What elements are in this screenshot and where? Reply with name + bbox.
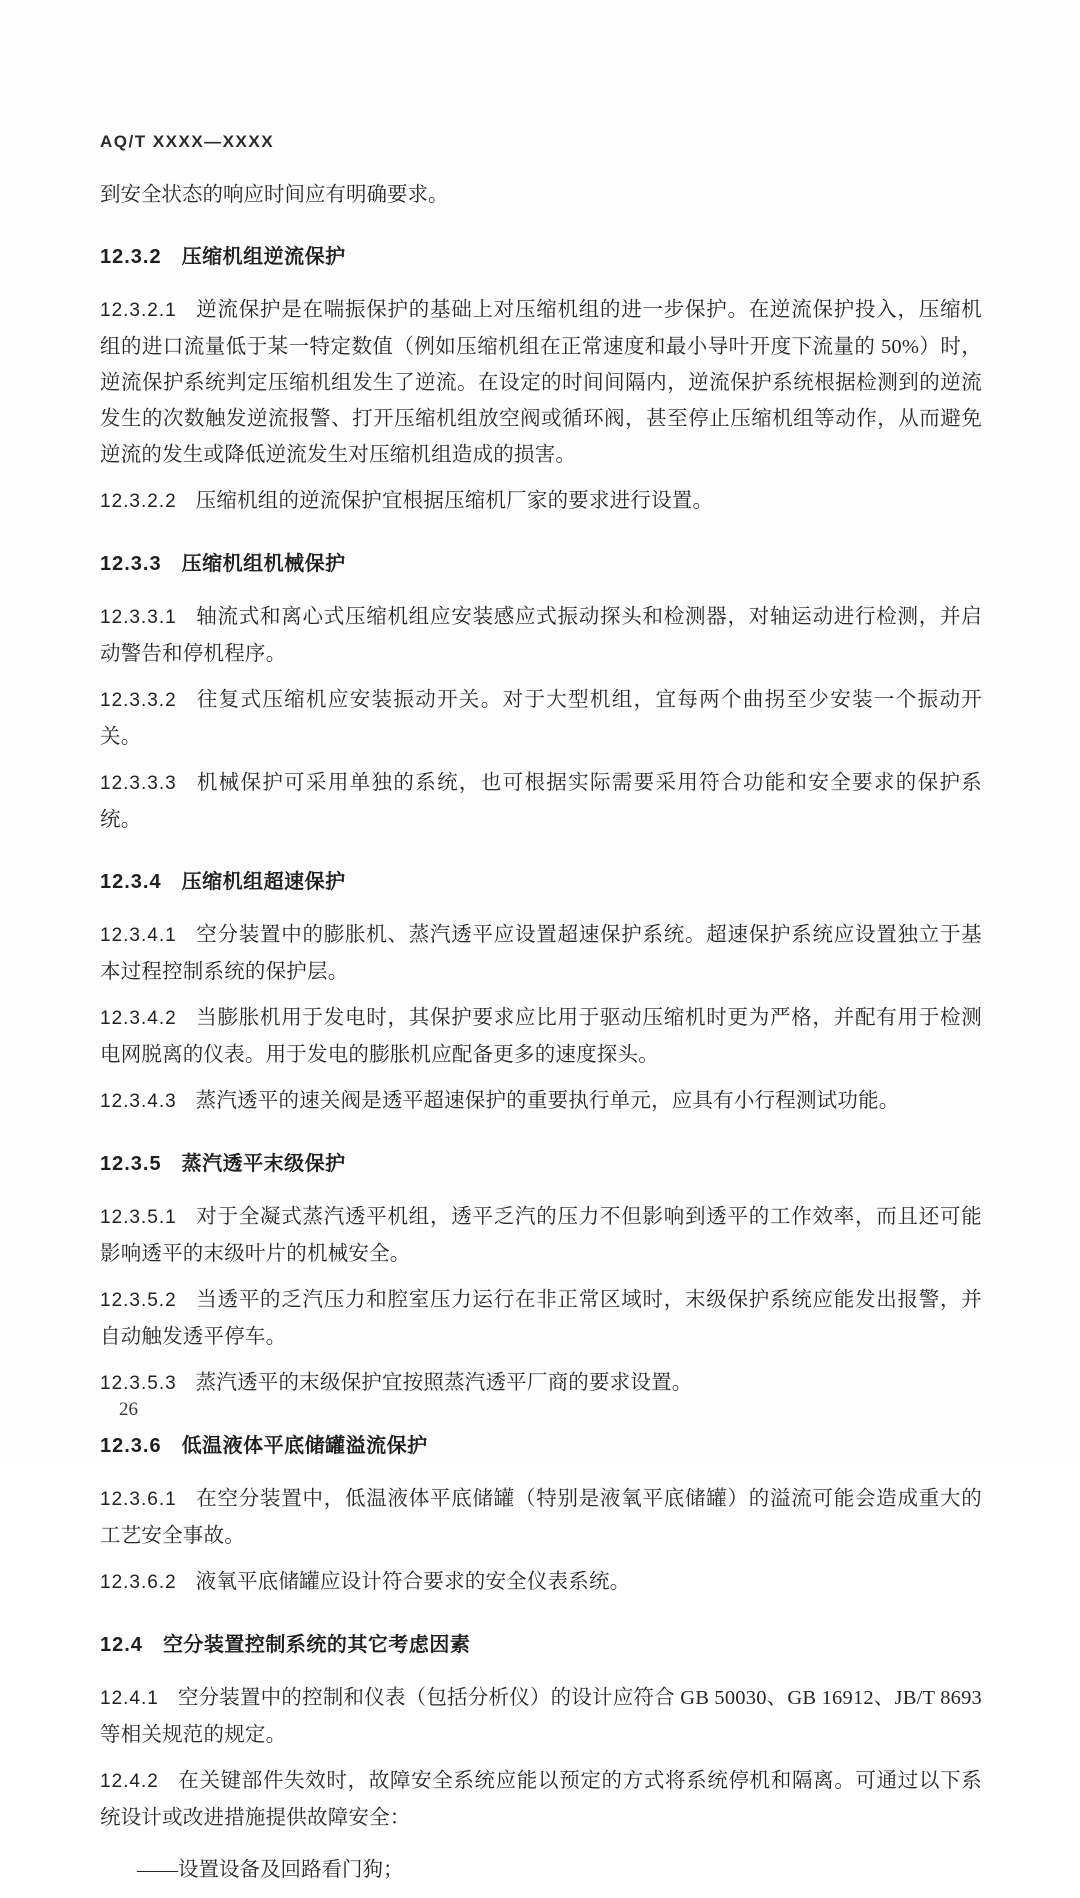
clause-number: 12.3.6.2 bbox=[100, 1572, 177, 1593]
clause-text: ——设置设备及回路看门狗； bbox=[137, 1859, 404, 1881]
clause-number: 12.3.6 bbox=[100, 1435, 162, 1457]
clause-text: 压缩机组的逆流保护宜根据压缩机厂家的要求进行设置。 bbox=[195, 490, 714, 512]
clause-text: 对于全凝式蒸汽透平机组，透平乏汽的压力不但影响到透平的工作效率，而且还可能影响透平的末级叶片的机械安全。 bbox=[100, 1206, 982, 1265]
clause-text: 机械保护可采用单独的系统，也可根据实际需要采用符合功能和安全要求的保护系统。 bbox=[100, 772, 982, 831]
clause-number: 12.3.5.2 bbox=[100, 1290, 177, 1311]
page-content bbox=[100, 132, 982, 1898]
clause-text: 往复式压缩机应安装振动开关。对于大型机组，宜每两个曲拐至少安装一个振动开关。 bbox=[100, 689, 982, 748]
clause-paragraph bbox=[100, 599, 982, 672]
clause-text: 当膨胀机用于发电时，其保护要求应比用于驱动压缩机时更为严格，并配有用于检测电网脱离的仪表。用于发电的膨胀机应配备更多的速度探头。 bbox=[100, 1007, 982, 1066]
clause-text: 压缩机组逆流保护 bbox=[181, 246, 346, 268]
clause-paragraph bbox=[100, 682, 982, 755]
clause-text: 低温液体平底储罐溢流保护 bbox=[181, 1435, 428, 1457]
clause-number: 12.3.3 bbox=[100, 553, 162, 575]
section-heading bbox=[100, 1147, 982, 1176]
clause-text: 压缩机组超速保护 bbox=[181, 871, 346, 893]
clause-number: 12.3.3.2 bbox=[100, 690, 177, 711]
clause-number: 12.3.3.3 bbox=[100, 773, 177, 794]
clause-number: 12.3.4.2 bbox=[100, 1008, 177, 1029]
intro-paragraph: 到安全状态的响应时间应有明确要求。 bbox=[100, 184, 449, 206]
clause-paragraph bbox=[100, 292, 982, 473]
clause-text: 蒸汽透平的末级保护宜按照蒸汽透平厂商的要求设置。 bbox=[195, 1372, 693, 1394]
clause-paragraph bbox=[100, 1365, 982, 1402]
clause-text: 空分装置中的控制和仪表（包括分析仪）的设计应符合 GB 50030、GB 16912、JB/T 8693 等相关规范的规定。 bbox=[100, 1687, 982, 1746]
clause-text: 空分装置控制系统的其它考虑因素 bbox=[162, 1634, 471, 1656]
clause-paragraph bbox=[100, 1282, 982, 1355]
clause-paragraph bbox=[100, 1481, 982, 1554]
clause-paragraph bbox=[100, 1199, 982, 1272]
section-heading bbox=[100, 547, 982, 576]
clause-number: 12.3.5 bbox=[100, 1153, 162, 1175]
clause-text: 逆流保护是在喘振保护的基础上对压缩机组的进一步保护。在逆流保护投入，压缩机组的进口流量低于某一特定数值（例如压缩机组在正常速度和最小导叶开度下流量的 50%）时，逆流保护系统判定压缩机组发生了逆流。在设定的时间间隔内，逆流保护系统根据检测到的逆流发生的次数触发逆流报警、打开压缩机组放空阀或循环阀，甚至停止压缩机组等动作，从而避免逆流的发生或降低逆流发生对压缩机组造成的损害。 bbox=[100, 299, 982, 466]
clause-text: 在空分装置中，低温液体平底储罐（特别是液氧平底储罐）的溢流可能会造成重大的工艺安全事故。 bbox=[100, 1488, 982, 1547]
clause-paragraph bbox=[100, 1083, 982, 1120]
clause-number: 12.3.2.1 bbox=[100, 300, 177, 321]
clause-number: 12.3.4.1 bbox=[100, 925, 177, 946]
clause-number: 12.3.3.1 bbox=[100, 607, 177, 628]
clause-paragraph bbox=[100, 917, 982, 990]
section-heading bbox=[100, 1628, 982, 1657]
doc-body bbox=[100, 240, 982, 1888]
section-heading bbox=[100, 1429, 982, 1458]
doc-header-code: AQ/T XXXX—XXXX bbox=[100, 132, 275, 151]
clause-text: 蒸汽透平末级保护 bbox=[181, 1153, 346, 1175]
clause-text: 压缩机组机械保护 bbox=[181, 553, 346, 575]
clause-number: 12.3.4.3 bbox=[100, 1091, 177, 1112]
clause-number: 12.3.2.2 bbox=[100, 491, 177, 512]
clause-number: 12.4 bbox=[100, 1634, 143, 1656]
clause-paragraph bbox=[100, 765, 982, 838]
clause-number: 12.3.4 bbox=[100, 871, 162, 893]
clause-number: 12.3.5.1 bbox=[100, 1207, 177, 1228]
clause-text: 液氧平底储罐应设计符合要求的安全仪表系统。 bbox=[195, 1571, 631, 1593]
clause-text: 当透平的乏汽压力和腔室压力运行在非正常区域时，末级保护系统应能发出报警，并自动触发透平停车。 bbox=[100, 1289, 982, 1348]
section-heading bbox=[100, 240, 982, 269]
clause-number: 12.4.1 bbox=[100, 1688, 159, 1709]
clause-paragraph bbox=[100, 1000, 982, 1073]
clause-text: 蒸汽透平的速关阀是透平超速保护的重要执行单元，应具有小行程测试功能。 bbox=[195, 1090, 900, 1112]
clause-text: 在关键部件失效时，故障安全系统应能以预定的方式将系统停机和隔离。可通过以下系统设计或改进措施提供故障安全： bbox=[100, 1770, 982, 1829]
clause-number: 12.3.2 bbox=[100, 246, 162, 268]
clause-text: 空分装置中的膨胀机、蒸汽透平应设置超速保护系统。超速保护系统应设置独立于基本过程控制系统的保护层。 bbox=[100, 924, 982, 983]
section-heading bbox=[100, 865, 982, 894]
clause-paragraph bbox=[100, 1680, 982, 1753]
clause-paragraph bbox=[100, 483, 982, 520]
clause-paragraph bbox=[100, 1564, 982, 1601]
clause-text: 轴流式和离心式压缩机组应安装感应式振动探头和检测器，对轴运动进行检测，并启动警告和停机程序。 bbox=[100, 606, 982, 665]
page-number: 26 bbox=[119, 1399, 138, 1420]
clause-number: 12.4.2 bbox=[100, 1771, 159, 1792]
clause-paragraph bbox=[100, 1763, 982, 1836]
clause-number: 12.3.6.1 bbox=[100, 1489, 177, 1510]
clause-number: 12.3.5.3 bbox=[100, 1373, 177, 1394]
dash-item bbox=[100, 1852, 982, 1888]
